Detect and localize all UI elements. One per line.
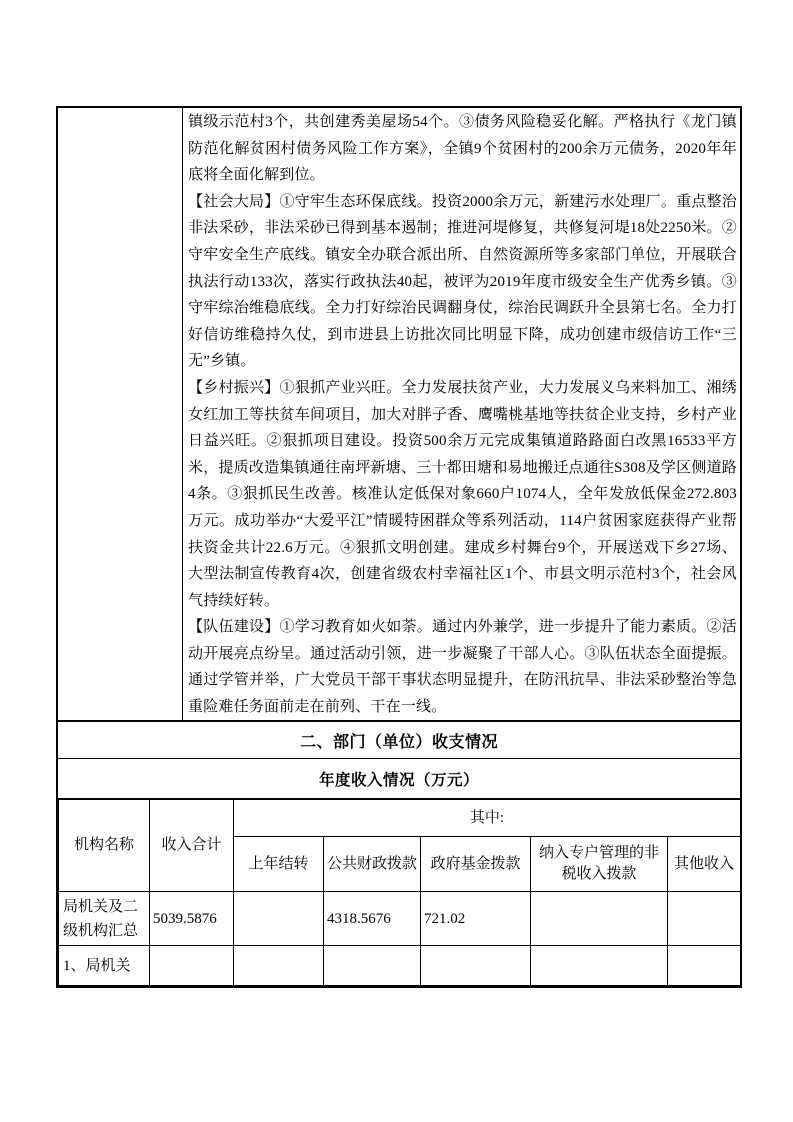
gov-fund-cell [421, 946, 531, 986]
total-income-cell: 5039.5876 [150, 892, 234, 946]
col-header-public-finance: 公共财政拨款 [324, 837, 421, 892]
col-header-gov-fund: 政府基金拨款 [421, 837, 531, 892]
col-header-among: 其中: [234, 800, 741, 837]
income-subtitle-row [58, 759, 740, 799]
income-table [58, 799, 741, 986]
prev-year-cell [234, 946, 324, 986]
report-table [56, 106, 742, 988]
special-account-cell [531, 946, 668, 986]
narrative-text-cell [183, 108, 740, 720]
narrative-paragraph-team: 【队伍建设】①学习教育如火如荼。通过内外兼学，进一步提升了能力素质。②活动开展亮点纷呈。通过活动引领，进一步凝聚了干部人心。③队伍状态全面提振。通过学管并举，广大党员干部干事状态明显提升，在防汛抗旱、非法采砂整治等急重险难任务面前走在前列、干在一线。 [188, 619, 737, 716]
col-header-org: 机构名称 [59, 800, 150, 892]
col-header-special-account: 纳入专户管理的非税收入拨款 [531, 837, 668, 892]
col-header-other-income: 其他收入 [668, 837, 741, 892]
section-heading-row [58, 722, 740, 759]
public-finance-cell [324, 946, 421, 986]
col-header-total: 收入合计 [150, 800, 234, 892]
total-income-cell [150, 946, 234, 986]
public-finance-cell: 4318.5676 [324, 892, 421, 946]
narrative-label-cell-empty [58, 108, 183, 720]
narrative-paragraph-debt: 镇级示范村3个，共创建秀美屋场54个。③债务风险稳妥化解。严格执行《龙门镇防范化解贫困村债务风险工作方案》，全镇9个贫困村的200余万元债务，2020年年底将全面化解到位。 [188, 114, 737, 184]
other-income-cell [668, 892, 741, 946]
narrative-paragraph-society: 【社会大局】①守牢生态环保底线。投资2000余万元，新建污水处理厂。重点整治非法采砂，非法采砂已得到基本遏制；推进河堤修复，共修复河堤18处2250米。②守牢安全生产底线。镇安全办联合派出所、自然资源所等多家部门单位，开展联合执法行动133次，落实行政执法40起，被评为2019年度市级安全生产优秀乡镇。③守牢综治维稳底线。全力打好综治民调翻身仗，综治民调跃升全县第七名。全力打好信访维稳持久仗，到市进县上访批次同比明显下降，成功创建市级信访工作“三无”乡镇。 [188, 193, 737, 370]
gov-fund-cell: 721.02 [421, 892, 531, 946]
special-account-cell [531, 892, 668, 946]
prev-year-cell [234, 892, 324, 946]
section-title: 二、部门（单位）收支情况 [299, 733, 498, 751]
narrative-row [58, 108, 740, 722]
other-income-cell [668, 946, 741, 986]
table-row-bureau [59, 946, 741, 986]
narrative-paragraph-rural: 【乡村振兴】①狠抓产业兴旺。全力发展扶贫产业，大力发展义乌来料加工、湘绣女红加工等扶贫车间项目，加大对胖子香、鹰嘴桃基地等扶贫企业支持，乡村产业日益兴旺。②狠抓项目建设。投资500余万元完成集镇道路路面白改黑16533平方米，提质改造集镇通往南坪新塘、三十都田塘和易地搬迁点通往S308及学区侧道路4条。③狠抓民生改善。核准认定低保对象660户1074人，全年发放低保金272.803万元。成功举办“大爱平江”情暖特困群众等系列活动，114户贫困家庭获得产业帮扶资金共计22.6万元。④狠抓文明创建。建成乡村舞台9个，开展送戏下乡27场、大型法制宣传教育4次，创建省级农村幸福社区1个、市县文明示范村3个，社会风气持续好转。 [188, 379, 737, 609]
col-header-prev-year: 上年结转 [234, 837, 324, 892]
org-name-cell: 局机关及二级机构汇总 [59, 892, 150, 946]
org-name-cell: 1、局机关 [59, 946, 150, 986]
table-row-summary [59, 892, 741, 946]
income-subtitle: 年度收入情况（万元） [318, 771, 479, 789]
